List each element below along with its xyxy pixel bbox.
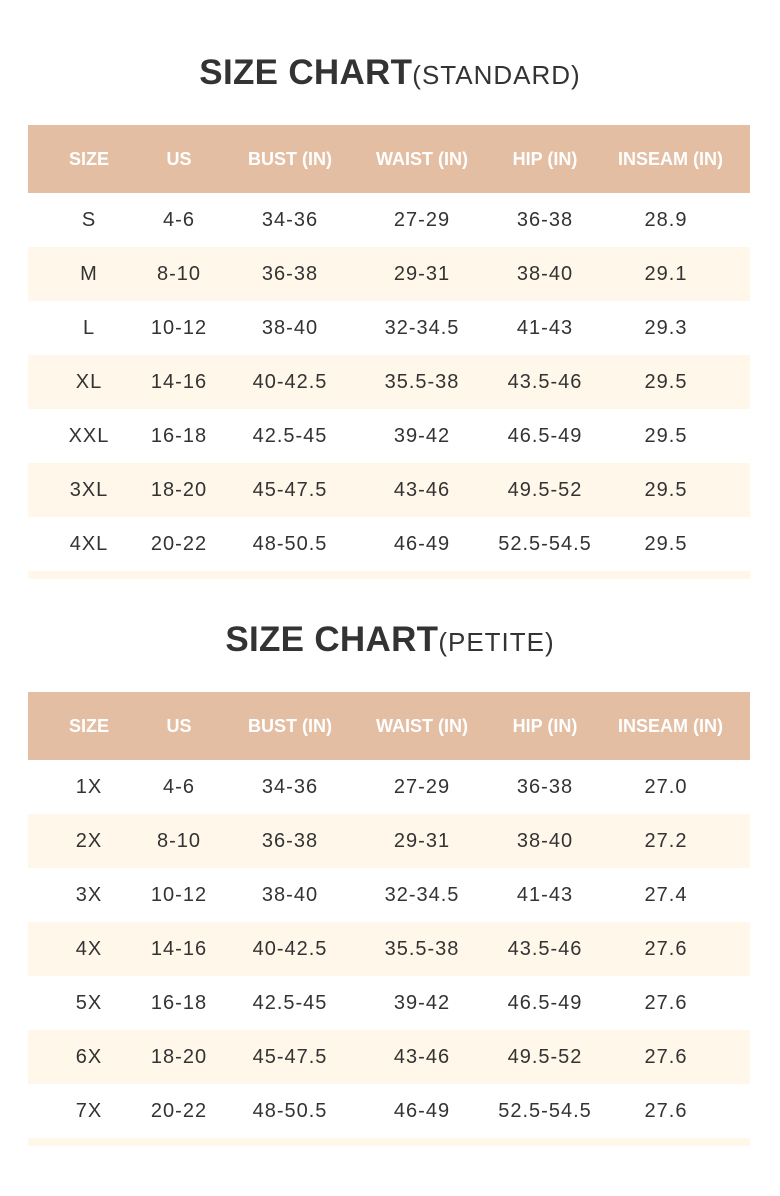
cell-inseam: 29.3 xyxy=(644,316,688,339)
table-row xyxy=(28,463,750,517)
cell-bust: 48-50.5 xyxy=(252,532,328,555)
cell-hip: 46.5-49 xyxy=(507,424,583,447)
header-us: US xyxy=(166,148,192,169)
cell-waist: 35.5-38 xyxy=(384,937,460,960)
cell-size: 6X xyxy=(75,1045,103,1068)
cell-size: 2X xyxy=(75,829,103,852)
cell-waist: 43-46 xyxy=(393,1045,451,1068)
petite-table-body xyxy=(28,760,750,1138)
cell-size: XL xyxy=(75,370,103,393)
header-hip: HIP (IN) xyxy=(512,715,578,736)
cell-hip: 38-40 xyxy=(516,829,574,852)
cell-hip: 43.5-46 xyxy=(507,937,583,960)
cell-size: L xyxy=(82,316,96,339)
table-row xyxy=(28,301,750,355)
cell-size: 3X xyxy=(75,883,103,906)
cell-bust: 34-36 xyxy=(261,208,319,231)
table-row xyxy=(28,409,750,463)
table-row xyxy=(28,355,750,409)
cell-hip: 38-40 xyxy=(516,262,574,285)
standard-size-table xyxy=(28,125,750,579)
cell-inseam: 27.6 xyxy=(644,1099,688,1122)
table-row xyxy=(28,193,750,247)
petite-table-header xyxy=(28,692,750,760)
cell-bust: 42.5-45 xyxy=(252,991,328,1014)
cell-size: S xyxy=(81,208,97,231)
cell-size: 4X xyxy=(75,937,103,960)
cell-waist: 29-31 xyxy=(393,262,451,285)
cell-size: M xyxy=(80,262,98,285)
header-waist: WAIST (IN) xyxy=(376,148,468,169)
petite-size-table xyxy=(28,692,750,1146)
cell-us: 8-10 xyxy=(156,829,202,852)
cell-us: 14-16 xyxy=(150,370,208,393)
cell-waist: 39-42 xyxy=(393,991,451,1014)
cell-inseam: 27.6 xyxy=(644,1045,688,1068)
cell-inseam: 29.5 xyxy=(644,478,688,501)
cell-bust: 48-50.5 xyxy=(252,1099,328,1122)
cell-waist: 43-46 xyxy=(393,478,451,501)
table-row xyxy=(28,760,750,814)
cell-size: 5X xyxy=(75,991,103,1014)
cell-hip: 46.5-49 xyxy=(507,991,583,1014)
cell-waist: 32-34.5 xyxy=(384,883,460,906)
header-us: US xyxy=(166,715,192,736)
cell-us: 10-12 xyxy=(150,883,208,906)
cell-inseam: 29.5 xyxy=(644,370,688,393)
table-row xyxy=(28,922,750,976)
cell-inseam: 27.6 xyxy=(644,991,688,1014)
cell-us: 4-6 xyxy=(163,775,195,798)
cell-size: 3XL xyxy=(69,478,109,501)
cell-inseam: 27.6 xyxy=(644,937,688,960)
standard-table-body xyxy=(28,193,750,571)
cell-inseam: 29.5 xyxy=(644,424,688,447)
cell-hip: 49.5-52 xyxy=(507,1045,583,1068)
cell-inseam: 27.0 xyxy=(644,775,688,798)
cell-hip: 41-43 xyxy=(516,883,574,906)
cell-hip: 49.5-52 xyxy=(507,478,583,501)
cell-bust: 45-47.5 xyxy=(252,478,328,501)
cell-us: 20-22 xyxy=(150,532,208,555)
cell-waist: 46-49 xyxy=(393,532,451,555)
table-row xyxy=(28,1030,750,1084)
cell-us: 20-22 xyxy=(150,1099,208,1122)
header-inseam: INSEAM (IN) xyxy=(618,715,723,736)
cell-us: 16-18 xyxy=(150,424,208,447)
cell-hip: 43.5-46 xyxy=(507,370,583,393)
cell-us: 10-12 xyxy=(150,316,208,339)
cell-us: 16-18 xyxy=(150,991,208,1014)
table-row xyxy=(28,517,750,571)
cell-waist: 29-31 xyxy=(393,829,451,852)
petite-title-sub: (PETITE) xyxy=(438,627,555,657)
table-row xyxy=(28,814,750,868)
cell-inseam: 29.1 xyxy=(644,262,688,285)
cell-waist: 27-29 xyxy=(393,775,451,798)
header-waist: WAIST (IN) xyxy=(376,715,468,736)
cell-waist: 32-34.5 xyxy=(384,316,460,339)
cell-hip: 36-38 xyxy=(516,208,574,231)
cell-bust: 40-42.5 xyxy=(252,937,328,960)
standard-table-header xyxy=(28,125,750,193)
header-bust: BUST (IN) xyxy=(248,715,332,736)
cell-bust: 34-36 xyxy=(261,775,319,798)
cell-waist: 46-49 xyxy=(393,1099,451,1122)
petite-table-footer-stripe xyxy=(28,1138,750,1146)
cell-bust: 40-42.5 xyxy=(252,370,328,393)
cell-bust: 38-40 xyxy=(261,316,319,339)
cell-us: 18-20 xyxy=(150,478,208,501)
cell-hip: 36-38 xyxy=(516,775,574,798)
cell-us: 14-16 xyxy=(150,937,208,960)
table-row xyxy=(28,247,750,301)
petite-title-main: SIZE CHART xyxy=(225,620,439,659)
cell-size: 4XL xyxy=(69,532,109,555)
cell-size: 7X xyxy=(75,1099,103,1122)
table-row xyxy=(28,868,750,922)
cell-hip: 52.5-54.5 xyxy=(498,1099,592,1122)
standard-table-footer-stripe xyxy=(28,571,750,579)
cell-bust: 38-40 xyxy=(261,883,319,906)
header-inseam: INSEAM (IN) xyxy=(618,148,723,169)
header-hip: HIP (IN) xyxy=(512,148,578,169)
cell-inseam: 27.2 xyxy=(644,829,688,852)
cell-us: 8-10 xyxy=(156,262,202,285)
cell-hip: 41-43 xyxy=(516,316,574,339)
table-row xyxy=(28,976,750,1030)
table-row xyxy=(28,1084,750,1138)
petite-chart-title xyxy=(0,620,780,660)
cell-size: 1X xyxy=(75,775,103,798)
cell-inseam: 27.4 xyxy=(644,883,688,906)
cell-waist: 39-42 xyxy=(393,424,451,447)
cell-bust: 45-47.5 xyxy=(252,1045,328,1068)
header-size: SIZE xyxy=(68,715,109,736)
cell-size: XXL xyxy=(68,424,110,447)
standard-title-main: SIZE CHART xyxy=(199,53,413,92)
header-bust: BUST (IN) xyxy=(248,148,332,169)
cell-waist: 27-29 xyxy=(393,208,451,231)
cell-bust: 36-38 xyxy=(261,262,319,285)
cell-inseam: 29.5 xyxy=(644,532,688,555)
cell-us: 18-20 xyxy=(150,1045,208,1068)
cell-hip: 52.5-54.5 xyxy=(498,532,592,555)
cell-waist: 35.5-38 xyxy=(384,370,460,393)
standard-chart-title xyxy=(0,53,780,93)
cell-us: 4-6 xyxy=(163,208,195,231)
cell-inseam: 28.9 xyxy=(644,208,688,231)
cell-bust: 42.5-45 xyxy=(252,424,328,447)
header-size: SIZE xyxy=(68,148,109,169)
cell-bust: 36-38 xyxy=(261,829,319,852)
standard-title-sub: (STANDARD) xyxy=(412,60,581,90)
